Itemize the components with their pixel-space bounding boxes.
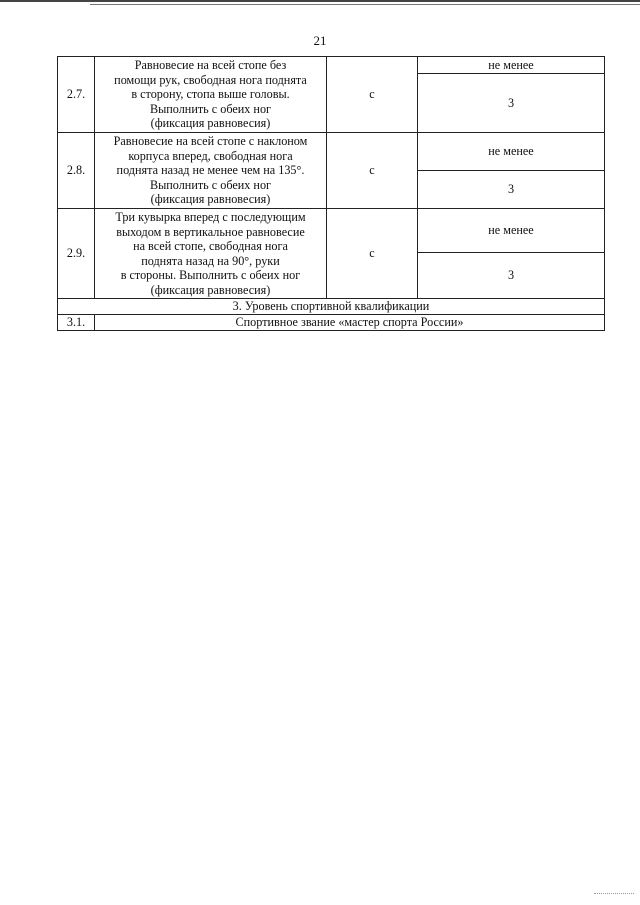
page-number: 21	[313, 33, 327, 48]
description-line: поднята назад на 90°, руки	[141, 253, 280, 268]
requirement-value: 3	[418, 74, 605, 133]
description-line: выходом в вертикальное равновесие	[116, 224, 305, 239]
requirement-value: 3	[418, 253, 605, 299]
exercise-description	[95, 209, 327, 299]
description-line: Равновесие на всей стопе с наклоном	[113, 134, 308, 149]
requirement-label: не менее	[418, 133, 605, 171]
top-rule-secondary	[90, 4, 640, 5]
exercise-description	[95, 57, 327, 133]
standards-table	[57, 56, 605, 331]
unit-cell: с	[327, 133, 418, 209]
description-line: (фиксация равновесия)	[150, 192, 271, 207]
table-row	[58, 133, 605, 171]
description-line: Равновесие на всей стопе без	[134, 58, 287, 73]
requirement-label: не менее	[418, 209, 605, 253]
row-number: 2.9.	[58, 209, 95, 299]
section-row	[58, 299, 605, 315]
row-number: 2.7.	[58, 57, 95, 133]
description-line: Выполнить с обеих ног	[149, 101, 272, 116]
scan-artifact	[594, 893, 634, 895]
description-line: в стороны. Выполнить с обеих ног	[120, 268, 301, 282]
description-line: поднята назад не менее чем на 135°.	[116, 163, 305, 178]
unit-cell: с	[327, 57, 418, 133]
section-title: 3. Уровень спортивной квалификации	[58, 299, 605, 315]
description-line: (фиксация равновесия)	[150, 116, 271, 131]
description-line: Выполнить с обеих ног	[149, 177, 272, 192]
description-line: корпуса вперед, свободная нога	[128, 148, 293, 163]
table-row	[58, 315, 605, 331]
description-line: (фиксация равновесия)	[150, 282, 271, 297]
sport-title: Спортивное звание «мастер спорта России»	[95, 315, 605, 331]
description-line: на всей стопе, свободная нога	[133, 239, 288, 253]
row-number: 2.8.	[58, 133, 95, 209]
description-line: Три кувырка вперед с последующим	[115, 210, 306, 224]
row-number: 3.1.	[58, 315, 95, 331]
top-rule	[0, 0, 640, 2]
description-line: помощи рук, свободная нога поднята	[114, 72, 307, 87]
requirement-label: не менее	[418, 57, 605, 74]
table-row	[58, 57, 605, 74]
table-row	[58, 209, 605, 253]
description-line: в сторону, стопа выше головы.	[131, 87, 290, 102]
requirement-value: 3	[418, 171, 605, 209]
unit-cell: с	[327, 209, 418, 299]
exercise-description	[95, 133, 327, 209]
